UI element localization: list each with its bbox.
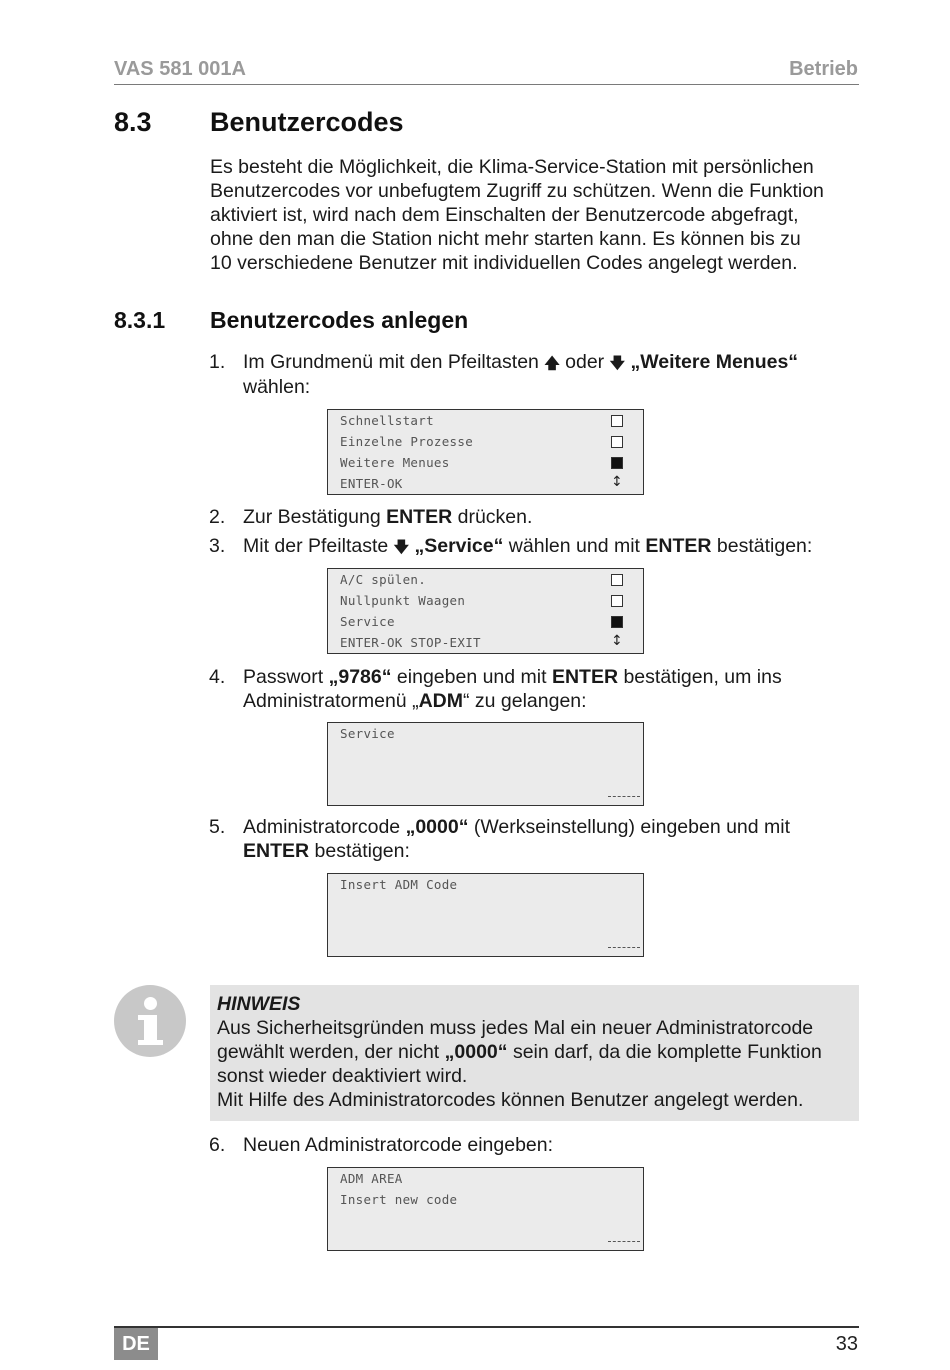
step-number: 2. (209, 506, 226, 528)
display-line: ENTER-OK (340, 476, 403, 491)
checkbox-selected-icon (611, 457, 623, 469)
step-3-text (243, 534, 812, 559)
step-text: drücken. (452, 506, 533, 528)
step-text: “ zu gelangen: (462, 690, 587, 712)
intro-line: 10 verschiedene Benutzer mit individuellen Codes angelegt werden. (210, 252, 798, 274)
section-title: Benutzercodes (210, 107, 404, 137)
checkbox-empty-icon (611, 436, 623, 448)
note-line: sonst wieder deaktiviert wird. (217, 1065, 468, 1087)
step-emphasis: „Weitere Menues“ (630, 351, 799, 373)
step-number: 4. (209, 666, 226, 688)
display-line: Einzelne Prozesse (340, 434, 474, 449)
arrow-down-icon: 🡇 (393, 538, 410, 556)
input-cursor (608, 796, 640, 797)
arrow-down-icon: 🡇 (609, 354, 626, 372)
step-emphasis: „9786“ (328, 666, 392, 688)
header-doc-id: VAS 581 001A (114, 58, 246, 80)
note-line: Aus Sicherheitsgründen muss jedes Mal ein neuer Administratorcode (217, 1017, 814, 1039)
step-text: oder (559, 351, 610, 373)
footer-divider (114, 1326, 859, 1328)
step-emphasis: ENTER (645, 535, 712, 557)
input-cursor (608, 947, 640, 948)
checkbox-empty-icon (611, 595, 623, 607)
step-text: Administratorcode (243, 816, 406, 838)
step-text: Administratormenü „ (243, 690, 419, 712)
step-number: 3. (209, 535, 226, 557)
note-line: Mit Hilfe des Administratorcodes können Benutzer angelegt werden. (217, 1089, 804, 1111)
step-text: bestätigen: (309, 840, 410, 862)
display-new-code (327, 1167, 644, 1251)
step-number: 5. (209, 816, 226, 838)
step-4-text (243, 665, 782, 713)
step-text: bestätigen, um ins (618, 666, 782, 688)
up-down-arrow-icon: ↕ (611, 474, 624, 490)
step-text: Passwort (243, 666, 329, 688)
checkbox-selected-icon (611, 616, 623, 628)
display-line: Insert new code (340, 1192, 458, 1207)
step-text: wählen: (243, 376, 311, 398)
section-number: 8.3 (114, 107, 152, 137)
step-emphasis: ENTER (551, 666, 619, 688)
page-number: 33 (835, 1333, 858, 1355)
display-main-menu (327, 409, 644, 495)
header-chapter: Betrieb (789, 58, 858, 80)
display-service-password (327, 722, 644, 806)
display-line: Service (340, 614, 395, 629)
header-divider (114, 84, 859, 85)
section-intro (210, 155, 824, 275)
step-text: (Werkseinstellung) eingeben und mit (468, 816, 791, 838)
display-line: A/C spülen. (340, 572, 427, 587)
display-line: ENTER-OK STOP-EXIT (340, 635, 481, 650)
display-line: Weitere Menues (340, 455, 450, 470)
step-number: 1. (209, 351, 226, 373)
step-6-text: Neuen Administratorcode eingeben: (243, 1134, 554, 1156)
step-emphasis: ENTER (243, 840, 310, 862)
input-cursor (608, 1241, 640, 1242)
note-text: sein darf, da die komplette Funktion (507, 1041, 822, 1063)
note-title: HINWEIS (217, 993, 301, 1015)
subsection-title: Benutzercodes anlegen (210, 307, 469, 333)
subsection-number: 8.3.1 (114, 307, 166, 333)
step-text: eingeben und mit (391, 666, 552, 688)
step-text: Mit der Pfeiltaste (243, 535, 394, 557)
step-text: wählen und mit (503, 535, 646, 557)
intro-line: Benutzercodes vor unbefugtem Zugriff zu schützen. Wenn die Funktion (210, 180, 824, 202)
step-emphasis: ENTER (386, 506, 453, 528)
intro-line: aktiviert ist, wird nach dem Einschalten der Benutzercode abgefragt, (210, 204, 799, 226)
arrow-up-icon: 🡅 (544, 354, 560, 372)
display-line: Schnellstart (340, 413, 434, 428)
language-badge: DE (114, 1328, 158, 1360)
step-emphasis: „Service“ (414, 535, 504, 557)
note-text: gewählt werden, der nicht (217, 1041, 445, 1063)
display-adm-code (327, 873, 644, 957)
step-emphasis: ADM (418, 690, 463, 712)
display-further-menus (327, 568, 644, 654)
step-number: 6. (209, 1134, 226, 1156)
intro-line: ohne den man die Station nicht mehr starten kann. Es können bis zu (210, 228, 801, 250)
intro-line: Es besteht die Möglichkeit, die Klima-Service-Station mit persönlichen (210, 156, 814, 178)
step-text: bestätigen: (711, 535, 813, 557)
step-text: Zur Bestätigung (243, 506, 387, 528)
display-line: ADM AREA (340, 1171, 403, 1186)
step-5-text (243, 815, 790, 863)
display-line: Insert ADM Code (340, 877, 458, 892)
step-text: Im Grundmenü mit den Pfeiltasten (243, 351, 545, 373)
checkbox-empty-icon (611, 415, 623, 427)
note-emphasis: „0000“ (444, 1041, 508, 1063)
display-line: Nullpunkt Waagen (340, 593, 466, 608)
step-emphasis: „0000“ (405, 816, 469, 838)
step-1-text (243, 350, 798, 399)
step-2-text (243, 505, 532, 529)
checkbox-empty-icon (611, 574, 623, 586)
info-icon (114, 985, 186, 1057)
up-down-arrow-icon: ↕ (611, 633, 624, 649)
note-body (217, 1016, 822, 1112)
display-line: Service (340, 726, 395, 741)
